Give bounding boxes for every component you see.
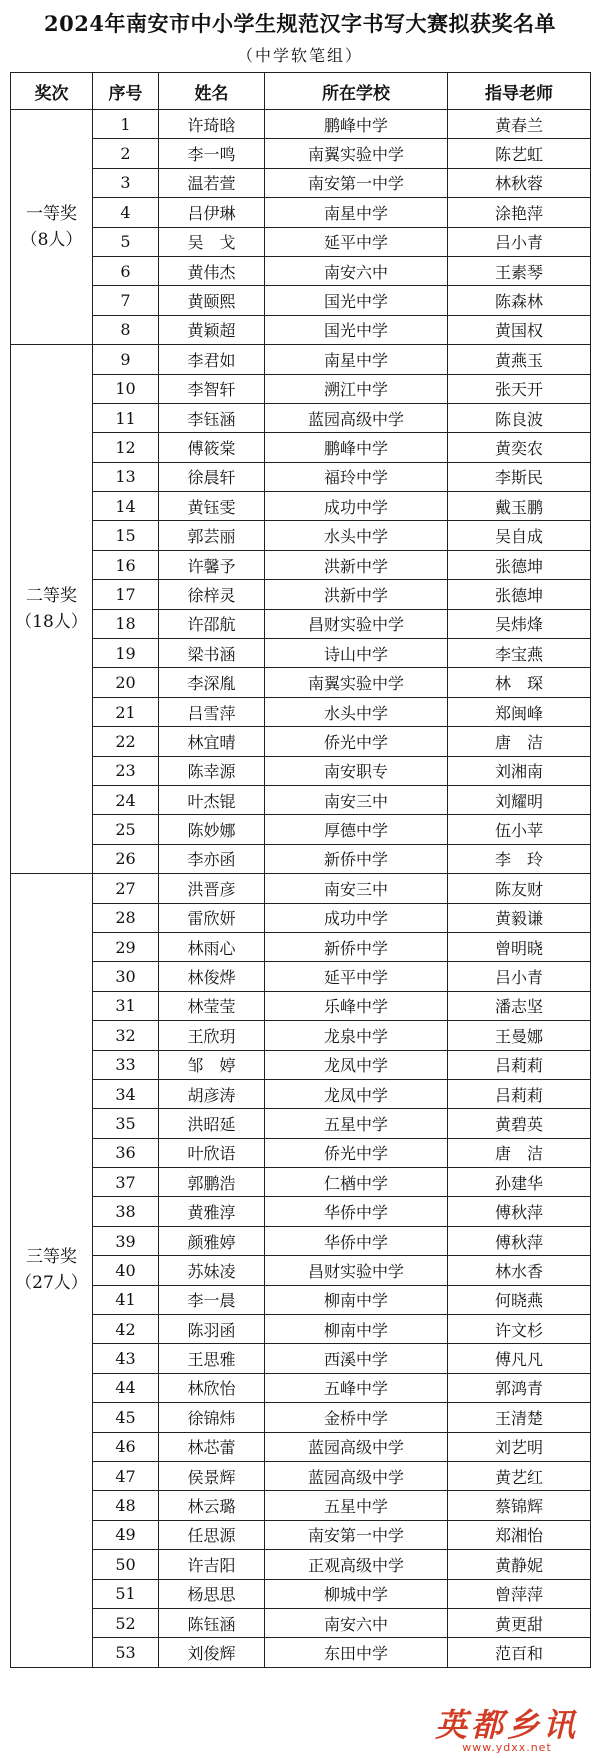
cell-school: 蓝园高级中学: [265, 403, 448, 432]
cell-teacher: 刘耀明: [448, 785, 591, 814]
cell-number: 23: [93, 756, 159, 785]
header-number: 序号: [93, 73, 159, 110]
cell-teacher: 吕莉莉: [448, 1079, 591, 1108]
cell-student-name: 许邵航: [159, 609, 265, 638]
cell-student-name: 颜雅婷: [159, 1226, 265, 1255]
cell-teacher: 王清楚: [448, 1403, 591, 1432]
cell-teacher: 傅凡凡: [448, 1344, 591, 1373]
cell-school: 洪新中学: [265, 580, 448, 609]
cell-teacher: 伍小苹: [448, 815, 591, 844]
cell-number: 18: [93, 609, 159, 638]
cell-school: 仁楢中学: [265, 1168, 448, 1197]
cell-student-name: 徐梓灵: [159, 580, 265, 609]
cell-student-name: 陈羽函: [159, 1315, 265, 1344]
table-row: [11, 1226, 591, 1255]
cell-teacher: 李 玲: [448, 844, 591, 873]
cell-number: 28: [93, 903, 159, 932]
cell-school: 南安职专: [265, 756, 448, 785]
cell-school: 五星中学: [265, 1491, 448, 1520]
table-row: [11, 110, 591, 139]
table-row: [11, 668, 591, 697]
table-row: [11, 962, 591, 991]
cell-number: 9: [93, 345, 159, 374]
cell-teacher: 曾明晓: [448, 932, 591, 961]
cell-number: 2: [93, 139, 159, 168]
cell-school: 南翼实验中学: [265, 139, 448, 168]
cell-school: 华侨中学: [265, 1197, 448, 1226]
cell-school: 成功中学: [265, 492, 448, 521]
cell-student-name: 洪晋彦: [159, 874, 265, 903]
cell-student-name: 黄伟杰: [159, 256, 265, 285]
award-table: [10, 72, 591, 1668]
cell-teacher: 张天开: [448, 374, 591, 403]
award-count: （18人）: [15, 612, 88, 633]
table-row: [11, 139, 591, 168]
cell-student-name: 林欣怡: [159, 1373, 265, 1402]
cell-teacher: 曾萍萍: [448, 1579, 591, 1608]
award-level: 三等奖: [26, 1247, 77, 1268]
table-row: [11, 1079, 591, 1108]
cell-number: 6: [93, 256, 159, 285]
cell-teacher: 刘艺明: [448, 1432, 591, 1461]
table-row: [11, 433, 591, 462]
header-award: 奖次: [11, 73, 93, 110]
cell-school: 新侨中学: [265, 844, 448, 873]
cell-student-name: 雷欣妍: [159, 903, 265, 932]
cell-number: 13: [93, 462, 159, 491]
cell-teacher: 潘志坚: [448, 991, 591, 1020]
cell-number: 48: [93, 1491, 159, 1520]
cell-student-name: 林雨心: [159, 932, 265, 961]
cell-teacher: 吕小青: [448, 962, 591, 991]
cell-student-name: 陈妙娜: [159, 815, 265, 844]
cell-school: 乐峰中学: [265, 991, 448, 1020]
cell-number: 46: [93, 1432, 159, 1461]
table-row: [11, 1315, 591, 1344]
cell-school: 金桥中学: [265, 1403, 448, 1432]
cell-school: 柳南中学: [265, 1285, 448, 1314]
cell-school: 成功中学: [265, 903, 448, 932]
cell-teacher: 林秋蓉: [448, 168, 591, 197]
cell-teacher: 孙建华: [448, 1168, 591, 1197]
cell-student-name: 吴 戈: [159, 227, 265, 256]
cell-school: 水头中学: [265, 697, 448, 726]
cell-school: 水头中学: [265, 521, 448, 550]
cell-student-name: 邹 婷: [159, 1050, 265, 1079]
cell-school: 国光中学: [265, 286, 448, 315]
cell-number: 1: [93, 110, 159, 139]
cell-number: 39: [93, 1226, 159, 1255]
cell-number: 22: [93, 727, 159, 756]
cell-student-name: 李深胤: [159, 668, 265, 697]
cell-teacher: 陈森林: [448, 286, 591, 315]
cell-school: 延平中学: [265, 962, 448, 991]
cell-student-name: 林芯蕾: [159, 1432, 265, 1461]
cell-student-name: 刘俊辉: [159, 1638, 265, 1667]
table-row: [11, 697, 591, 726]
cell-number: 43: [93, 1344, 159, 1373]
table-row: [11, 1138, 591, 1167]
cell-school: 国光中学: [265, 315, 448, 344]
table-row: [11, 315, 591, 344]
cell-number: 49: [93, 1520, 159, 1549]
cell-number: 20: [93, 668, 159, 697]
cell-student-name: 叶杰锟: [159, 785, 265, 814]
cell-teacher: 黄静妮: [448, 1550, 591, 1579]
cell-teacher: 黄春兰: [448, 110, 591, 139]
cell-number: 53: [93, 1638, 159, 1667]
cell-teacher: 唐 洁: [448, 727, 591, 756]
cell-student-name: 李智轩: [159, 374, 265, 403]
cell-number: 19: [93, 639, 159, 668]
cell-number: 37: [93, 1168, 159, 1197]
table-row: [11, 550, 591, 579]
cell-teacher: 黄碧英: [448, 1109, 591, 1138]
cell-number: 31: [93, 991, 159, 1020]
cell-student-name: 王欣玥: [159, 1021, 265, 1050]
cell-student-name: 许琦晗: [159, 110, 265, 139]
table-row: [11, 403, 591, 432]
table-row: [11, 639, 591, 668]
cell-student-name: 李君如: [159, 345, 265, 374]
cell-teacher: 陈友财: [448, 874, 591, 903]
cell-teacher: 郭鸿青: [448, 1373, 591, 1402]
table-row: [11, 727, 591, 756]
table-row: [11, 756, 591, 785]
cell-school: 南安六中: [265, 1608, 448, 1637]
cell-teacher: 吕莉莉: [448, 1050, 591, 1079]
table-row: [11, 1432, 591, 1461]
cell-teacher: 刘湘南: [448, 756, 591, 785]
cell-school: 五峰中学: [265, 1373, 448, 1402]
cell-number: 42: [93, 1315, 159, 1344]
cell-number: 50: [93, 1550, 159, 1579]
cell-school: 延平中学: [265, 227, 448, 256]
table-row: [11, 1256, 591, 1285]
cell-teacher: 郑湘怡: [448, 1520, 591, 1549]
cell-number: 35: [93, 1109, 159, 1138]
cell-school: 柳南中学: [265, 1315, 448, 1344]
cell-teacher: 黄毅谦: [448, 903, 591, 932]
cell-school: 溯江中学: [265, 374, 448, 403]
cell-student-name: 郭芸丽: [159, 521, 265, 550]
cell-number: 45: [93, 1403, 159, 1432]
cell-number: 10: [93, 374, 159, 403]
table-row: [11, 1579, 591, 1608]
cell-teacher: 吴炜烽: [448, 609, 591, 638]
table-row: [11, 374, 591, 403]
cell-number: 33: [93, 1050, 159, 1079]
cell-student-name: 徐锦炜: [159, 1403, 265, 1432]
cell-teacher: 林 琛: [448, 668, 591, 697]
cell-school: 南翼实验中学: [265, 668, 448, 697]
cell-teacher: 涂艳萍: [448, 198, 591, 227]
cell-number: 29: [93, 932, 159, 961]
table-row: [11, 1608, 591, 1637]
cell-number: 4: [93, 198, 159, 227]
table-row: [11, 1285, 591, 1314]
cell-school: 侨光中学: [265, 1138, 448, 1167]
cell-number: 38: [93, 1197, 159, 1226]
table-row: [11, 903, 591, 932]
cell-student-name: 李一晨: [159, 1285, 265, 1314]
table-row: [11, 521, 591, 550]
cell-school: 鹏峰中学: [265, 433, 448, 462]
cell-teacher: 黄艺红: [448, 1461, 591, 1490]
table-row: [11, 815, 591, 844]
cell-school: 昌财实验中学: [265, 1256, 448, 1285]
cell-school: 厚德中学: [265, 815, 448, 844]
page-subtitle: （中学软笔组）: [236, 46, 363, 65]
cell-school: 南星中学: [265, 345, 448, 374]
cell-student-name: 林俊烨: [159, 962, 265, 991]
table-row: [11, 168, 591, 197]
cell-school: 龙凤中学: [265, 1050, 448, 1079]
table-row: [11, 874, 591, 903]
cell-number: 7: [93, 286, 159, 315]
table-row: [11, 1109, 591, 1138]
cell-number: 36: [93, 1138, 159, 1167]
table-row: [11, 1344, 591, 1373]
cell-number: 44: [93, 1373, 159, 1402]
cell-number: 5: [93, 227, 159, 256]
cell-school: 龙凤中学: [265, 1079, 448, 1108]
cell-student-name: 徐晨轩: [159, 462, 265, 491]
cell-school: 诗山中学: [265, 639, 448, 668]
cell-school: 西溪中学: [265, 1344, 448, 1373]
cell-student-name: 胡彦涛: [159, 1079, 265, 1108]
cell-school: 华侨中学: [265, 1226, 448, 1255]
cell-teacher: 傅秋萍: [448, 1226, 591, 1255]
table-header-row: [11, 73, 591, 110]
cell-student-name: 王思雅: [159, 1344, 265, 1373]
cell-number: 21: [93, 697, 159, 726]
cell-number: 11: [93, 403, 159, 432]
cell-student-name: 任思源: [159, 1520, 265, 1549]
table-row: [11, 492, 591, 521]
cell-student-name: 林宜晴: [159, 727, 265, 756]
header-teacher: 指导老师: [448, 73, 591, 110]
table-row: [11, 1403, 591, 1432]
cell-school: 五星中学: [265, 1109, 448, 1138]
cell-school: 鹏峰中学: [265, 110, 448, 139]
cell-school: 南星中学: [265, 198, 448, 227]
cell-teacher: 李宝燕: [448, 639, 591, 668]
page-title: 2024年南安市中小学生规范汉字书写大赛拟获奖名单: [44, 11, 556, 36]
cell-teacher: 吴自成: [448, 521, 591, 550]
cell-teacher: 范百和: [448, 1638, 591, 1667]
cell-student-name: 吕雪萍: [159, 697, 265, 726]
cell-student-name: 黄钰雯: [159, 492, 265, 521]
cell-number: 12: [93, 433, 159, 462]
cell-number: 25: [93, 815, 159, 844]
cell-teacher: 陈良波: [448, 403, 591, 432]
cell-teacher: 王素琴: [448, 256, 591, 285]
cell-student-name: 吕伊琳: [159, 198, 265, 227]
watermark-logo: [422, 1708, 592, 1754]
cell-number: 3: [93, 168, 159, 197]
table-row: [11, 609, 591, 638]
cell-school: 侨光中学: [265, 727, 448, 756]
table-row: [11, 932, 591, 961]
cell-school: 东田中学: [265, 1638, 448, 1667]
cell-teacher: 林水香: [448, 1256, 591, 1285]
table-row: [11, 1461, 591, 1490]
cell-school: 蓝园高级中学: [265, 1461, 448, 1490]
cell-number: 14: [93, 492, 159, 521]
award-group-cell: [11, 874, 93, 1668]
cell-teacher: 蔡锦辉: [448, 1491, 591, 1520]
table-row: [11, 1197, 591, 1226]
cell-student-name: 温若萱: [159, 168, 265, 197]
table-row: [11, 1520, 591, 1549]
cell-teacher: 何晓燕: [448, 1285, 591, 1314]
cell-student-name: 林莹莹: [159, 991, 265, 1020]
award-group-cell: [11, 110, 93, 345]
cell-student-name: 黄颐熙: [159, 286, 265, 315]
table-row: [11, 1550, 591, 1579]
cell-school: 昌财实验中学: [265, 609, 448, 638]
cell-number: 40: [93, 1256, 159, 1285]
table-row: [11, 1168, 591, 1197]
cell-school: 南安第一中学: [265, 168, 448, 197]
cell-number: 8: [93, 315, 159, 344]
cell-student-name: 李钰涵: [159, 403, 265, 432]
cell-student-name: 梁书涵: [159, 639, 265, 668]
award-group-cell: [11, 345, 93, 874]
table-row: [11, 256, 591, 285]
header-name: 姓名: [159, 73, 265, 110]
cell-school: 龙泉中学: [265, 1021, 448, 1050]
cell-number: 17: [93, 580, 159, 609]
cell-student-name: 黄雅淳: [159, 1197, 265, 1226]
cell-teacher: 傅秋萍: [448, 1197, 591, 1226]
table-row: [11, 1491, 591, 1520]
cell-student-name: 林云璐: [159, 1491, 265, 1520]
table-row: [11, 844, 591, 873]
table-row: [11, 227, 591, 256]
cell-student-name: 郭鹏浩: [159, 1168, 265, 1197]
cell-school: 柳城中学: [265, 1579, 448, 1608]
cell-number: 26: [93, 844, 159, 873]
cell-teacher: 李斯民: [448, 462, 591, 491]
cell-teacher: 黄更甜: [448, 1608, 591, 1637]
cell-teacher: 陈艺虹: [448, 139, 591, 168]
cell-number: 41: [93, 1285, 159, 1314]
cell-number: 16: [93, 550, 159, 579]
cell-teacher: 戴玉鹏: [448, 492, 591, 521]
table-row: [11, 1373, 591, 1402]
cell-student-name: 陈幸源: [159, 756, 265, 785]
cell-number: 52: [93, 1608, 159, 1637]
cell-school: 新侨中学: [265, 932, 448, 961]
table-body: [11, 110, 591, 1668]
cell-student-name: 洪昭延: [159, 1109, 265, 1138]
cell-teacher: 黄国权: [448, 315, 591, 344]
cell-teacher: 郑闽峰: [448, 697, 591, 726]
cell-number: 34: [93, 1079, 159, 1108]
cell-teacher: 许文杉: [448, 1315, 591, 1344]
cell-teacher: 黄燕玉: [448, 345, 591, 374]
cell-student-name: 许馨予: [159, 550, 265, 579]
watermark-text: 英都乡讯: [434, 1706, 579, 1744]
table-row: [11, 1638, 591, 1667]
cell-number: 51: [93, 1579, 159, 1608]
award-level: 一等奖: [26, 204, 77, 225]
cell-student-name: 杨思思: [159, 1579, 265, 1608]
cell-number: 24: [93, 785, 159, 814]
watermark-url: www.ydxx.net: [462, 1741, 552, 1754]
award-level: 二等奖: [26, 586, 77, 607]
cell-student-name: 许吉阳: [159, 1550, 265, 1579]
cell-student-name: 李一鸣: [159, 139, 265, 168]
cell-teacher: 王曼娜: [448, 1021, 591, 1050]
header-school: 所在学校: [265, 73, 448, 110]
table-row: [11, 462, 591, 491]
table-row: [11, 1050, 591, 1079]
cell-teacher: 黄奕农: [448, 433, 591, 462]
cell-school: 南安六中: [265, 256, 448, 285]
cell-school: 洪新中学: [265, 550, 448, 579]
cell-teacher: 吕小青: [448, 227, 591, 256]
cell-number: 27: [93, 874, 159, 903]
cell-teacher: 唐 洁: [448, 1138, 591, 1167]
cell-school: 福玲中学: [265, 462, 448, 491]
table-row: [11, 345, 591, 374]
cell-student-name: 陈钰涵: [159, 1608, 265, 1637]
cell-school: 南安三中: [265, 785, 448, 814]
cell-school: 蓝园高级中学: [265, 1432, 448, 1461]
table-row: [11, 991, 591, 1020]
table-row: [11, 198, 591, 227]
cell-student-name: 苏妹凌: [159, 1256, 265, 1285]
cell-teacher: 张德坤: [448, 580, 591, 609]
cell-student-name: 傅筱棠: [159, 433, 265, 462]
cell-student-name: 李亦函: [159, 844, 265, 873]
cell-student-name: 叶欣语: [159, 1138, 265, 1167]
cell-teacher: 张德坤: [448, 550, 591, 579]
table-row: [11, 785, 591, 814]
table-row: [11, 286, 591, 315]
cell-number: 30: [93, 962, 159, 991]
cell-school: 南安第一中学: [265, 1520, 448, 1549]
table-row: [11, 580, 591, 609]
award-count: （27人）: [15, 1273, 88, 1294]
cell-number: 15: [93, 521, 159, 550]
cell-number: 32: [93, 1021, 159, 1050]
cell-school: 正观高级中学: [265, 1550, 448, 1579]
cell-student-name: 侯景辉: [159, 1461, 265, 1490]
table-row: [11, 1021, 591, 1050]
cell-number: 47: [93, 1461, 159, 1490]
cell-school: 南安三中: [265, 874, 448, 903]
cell-student-name: 黄颖超: [159, 315, 265, 344]
award-count: （8人）: [20, 230, 83, 251]
